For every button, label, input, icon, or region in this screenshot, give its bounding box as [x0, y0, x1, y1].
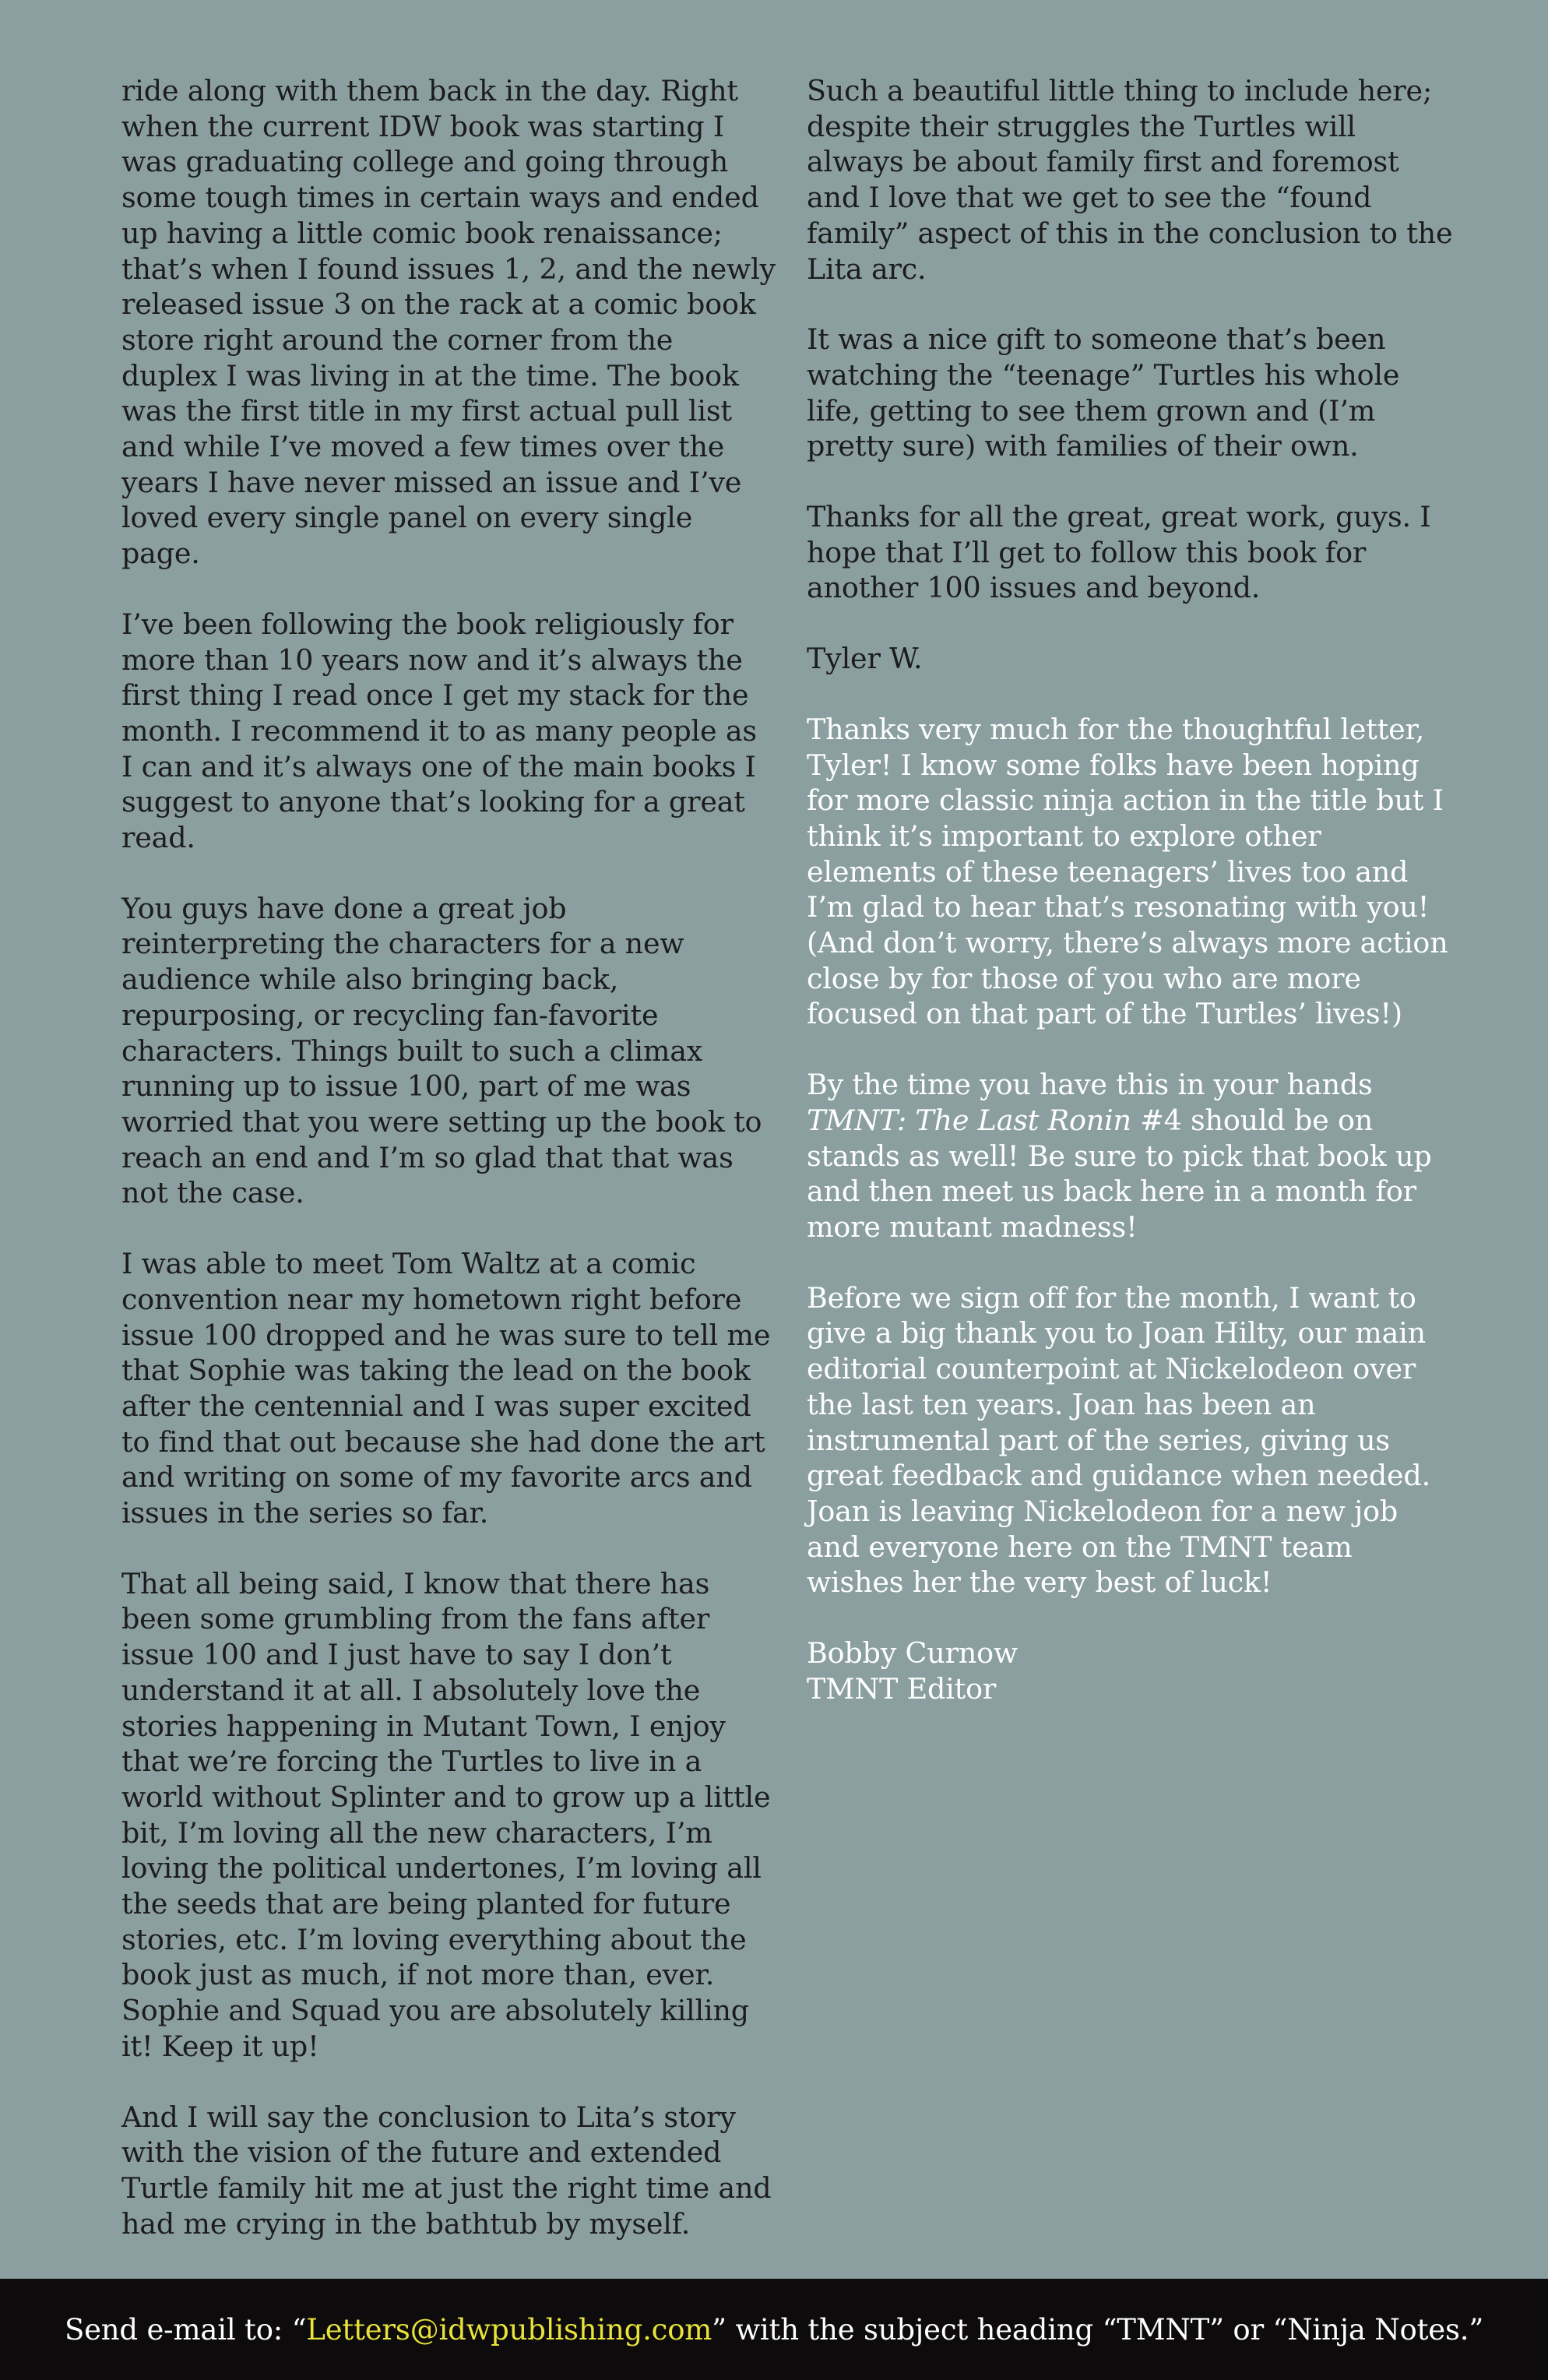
right-column — [807, 73, 1453, 1706]
editor-name: Bobby Curnow — [807, 1636, 1018, 1671]
book-title: TMNT: The Last Ronin — [807, 1103, 1131, 1137]
editor-signature — [807, 1635, 1453, 1706]
footer-prefix: Send e-mail to: “ — [64, 2312, 307, 2347]
letter-paragraph: Thanks for all the great, great work, guys. I hope that I’ll get to follow this book for another 100 issues and beyond. — [807, 500, 1431, 605]
letter-paragraph: You guys have done a great job reinterpreting the characters for a new audience while also bringing back, repurposing, or recycling fan-favorite characters. Things built to such a climax running up to issue 100, part of me was worried that you were setting up the book to reach an end and I’m so glad that that was not the case. — [121, 891, 762, 1210]
reply-text: #4 should be on stands as well! Be sure to pick that book up and then meet us back here in a month for more mutant madness! — [807, 1103, 1432, 1244]
letter-paragraph: I was able to meet Tom Waltz at a comic convention near my hometown right before issue 100 dropped and he was sure to tell me that Sophie was taking the lead on the book after the centennial and I was super excited to find that out because she had done the art and writing on some of my favorite arcs and issues in the series so far. — [121, 1247, 771, 1530]
editor-reply-paragraph: Before we sign off for the month, I want to give a big thank you to Joan Hilty, our main editorial counterpoint at Nickelodeon over the last ten years. Joan has been an instrumental part of the series, giving us great feedback and guidance when needed. Joan is leaving Nickelodeon for a new job and everyone here on the TMNT team wishes her the very best of luck! — [807, 1280, 1430, 1600]
left-column — [121, 73, 776, 2276]
letter-signature: Tyler W. — [807, 642, 923, 676]
letter-paragraph: That all being said, I know that there has been some grumbling from the fans after issue 100 and I just have to say I don’t understand it at all. I absolutely love the stories happening in Mutant Town, I enjoy that we’re forcing the Turtles to live in a world without Splinter and to grow up a little bit, I’m loving all the new characters, I’m loving the political undertones, I’m loving all the seeds that are being planted for future stories, etc. I’m loving everything about the book just as much, if not more than, ever. Sophie and Squad you are absolutely killing it! Keep it up! — [121, 1566, 771, 2063]
editor-reply-paragraph — [807, 1067, 1453, 1245]
letter-paragraph: I’ve been following the book religiously for more than 10 years now and it’s always the first thing I read once I get my stack for the month. I recommend it to as many people as I can and it’s always one of the main books I suggest to anyone that’s looking for a great read. — [121, 607, 757, 855]
reply-text: By the time you have this in your hands — [807, 1068, 1373, 1102]
letter-paragraph: ride along with them back in the day. Right when the current IDW book was starting I was graduating college and going through some tough times in certain ways and ended up having a little comic book renaissance; that’s when I found issues 1, 2, and the newly released issue 3 on the rack at a comic book store right around the corner from the duplex I was living in at the time. The book was the first title in my first actual pull list and while I’ve moved a few times over the years I have never missed an issue and I’ve loved every single panel on every single page. — [121, 74, 776, 571]
email-footer-banner — [0, 2279, 1548, 2380]
editor-title: TMNT Editor — [807, 1671, 997, 1706]
email-link[interactable]: Letters@idwpublishing.com — [306, 2312, 712, 2347]
letter-paragraph: Such a beautiful little thing to include here; despite their struggles the Turtles will always be about family first and foremost and I love that we get to see the “found family” aspect of this in the conclusion to the Lita arc. — [807, 74, 1453, 286]
editor-reply-paragraph: Thanks very much for the thoughtful letter, Tyler! I know some folks have been hoping for more classic ninja action in the title but I think it’s important to explore other elements of these teenagers’ lives too and I’m glad to hear that’s resonating with you! (And don’t worry, there’s always more action close by for those of you who are more focused on that part of the Turtles’ lives!) — [807, 712, 1448, 1031]
footer-suffix: ” with the subject heading “TMNT” or “Ninja Notes.” — [712, 2312, 1484, 2347]
letter-paragraph: It was a nice gift to someone that’s been watching the “teenage” Turtles his whole life, getting to see them grown and (I’m pretty sure) with families of their own. — [807, 322, 1400, 463]
letter-paragraph: And I will say the conclusion to Lita’s story with the vision of the future and extended Turtle family hit me at just the right time and had me crying in the bathtub by myself. — [121, 2100, 772, 2241]
